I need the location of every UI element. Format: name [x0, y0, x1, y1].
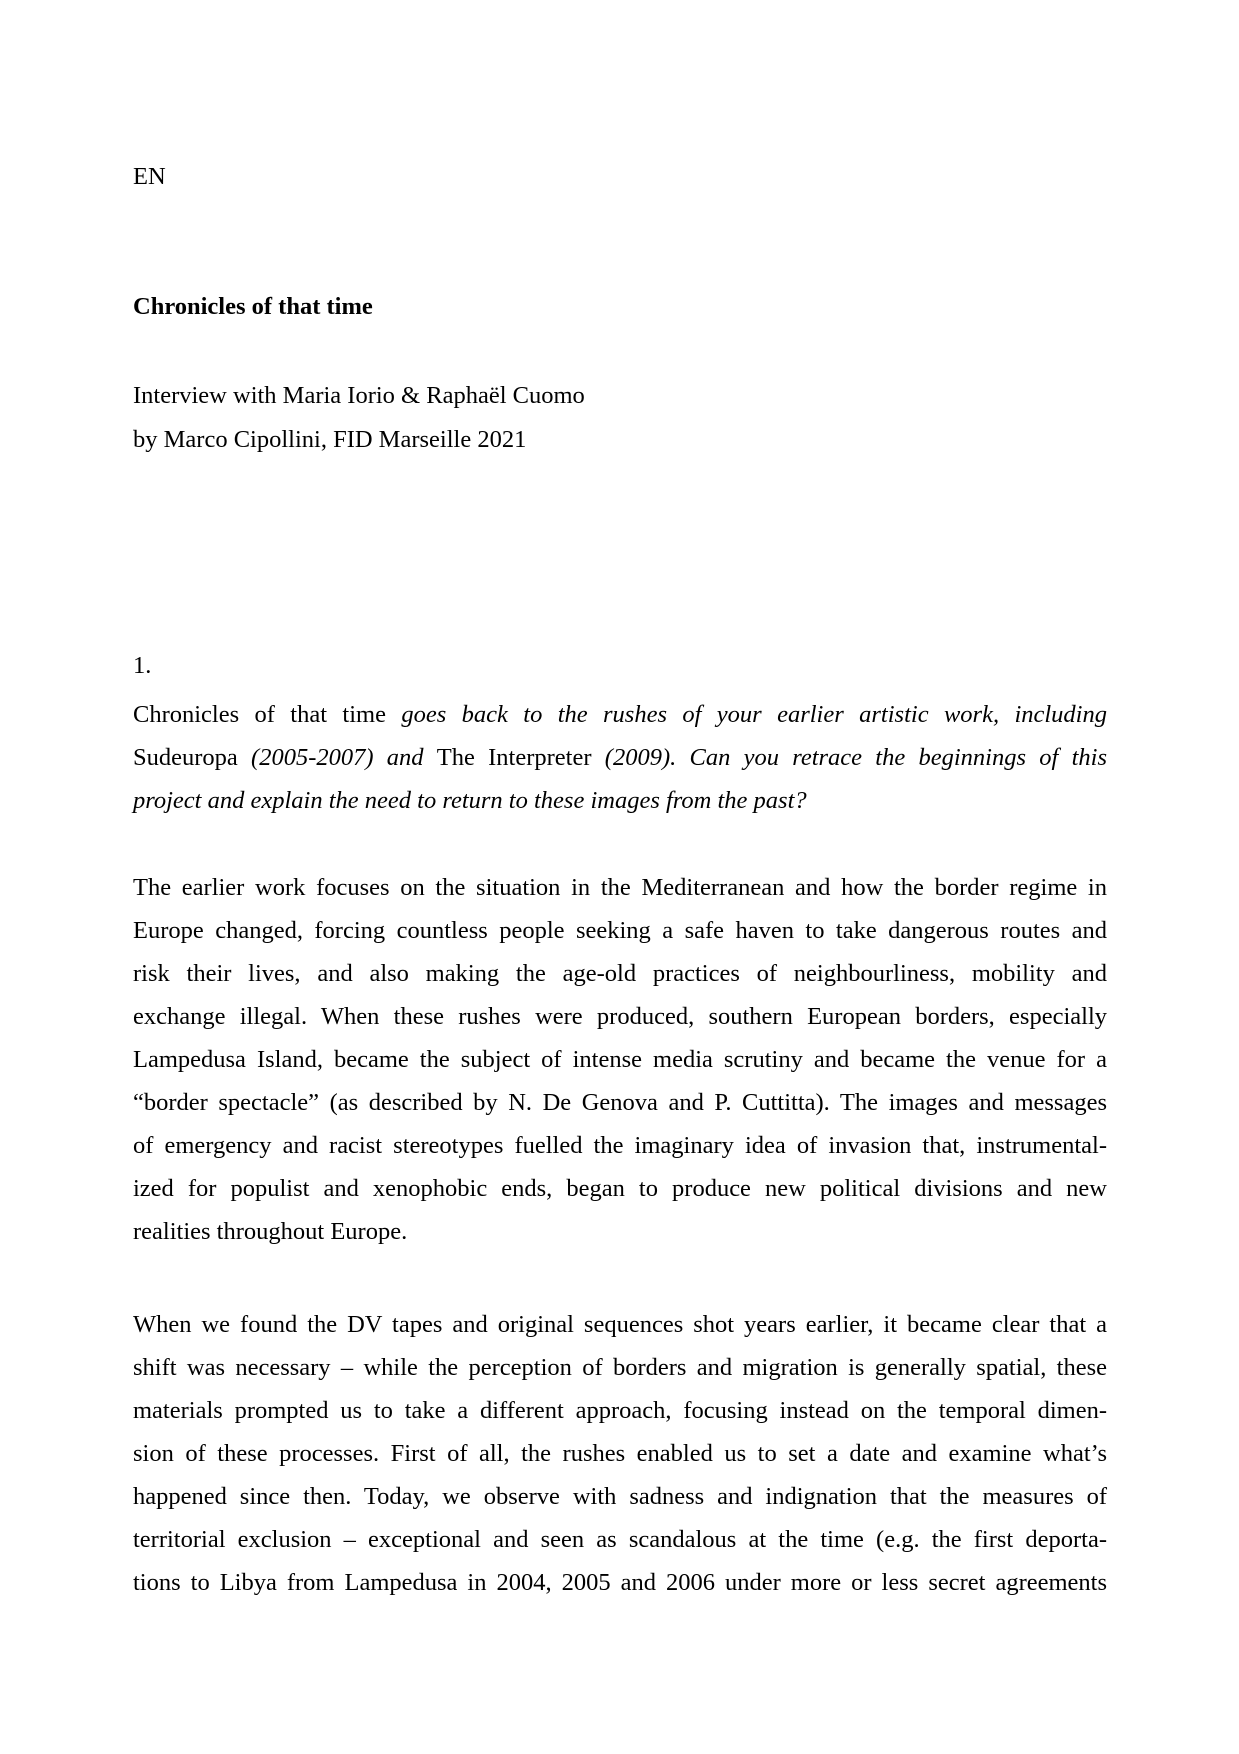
- paragraph-line: exchange illegal. When these rushes were produced, southern European borders, especially: [133, 1003, 1107, 1030]
- answer-paragraph-1: [133, 866, 1107, 1253]
- paragraph-line: The earlier work focuses on the situation in the Mediterranean and how the border regime in: [133, 874, 1107, 901]
- paragraph-line: “border spectacle” (as described by N. De Genova and P. Cuttitta). The images and messages: [133, 1089, 1107, 1116]
- paragraph-line: materials prompted us to take a different approach, focusing instead on the temporal dimen-: [133, 1397, 1107, 1424]
- question-line: [133, 779, 1107, 822]
- work-title-text: The Interpreter: [436, 744, 605, 771]
- answer-paragraph-2: [133, 1303, 1107, 1604]
- language-label: EN: [133, 163, 166, 190]
- interview-byline: Interview with Maria Iorio & Raphaël Cuomo: [133, 382, 585, 409]
- paragraph-line: tions to Libya from Lampedusa in 2004, 2005 and 2006 under more or less secret agreements: [133, 1569, 1107, 1596]
- paragraph-line: of emergency and racist stereotypes fuelled the imaginary idea of invasion that, instrumental-: [133, 1132, 1107, 1159]
- question-italic-text: (2005-2007) and: [251, 744, 437, 771]
- paragraph-line: territorial exclusion – exceptional and seen as scandalous at the time (e.g. the first deporta-: [133, 1526, 1107, 1553]
- work-title-text: Sudeuropa: [133, 744, 252, 771]
- question-line: [133, 736, 1107, 779]
- paragraph-line: shift was necessary – while the perception of borders and migration is generally spatial, these: [133, 1354, 1107, 1381]
- paragraph-line: realities throughout Europe.: [133, 1218, 408, 1245]
- paragraph-line: Lampedusa Island, became the subject of intense media scrutiny and became the venue for a: [133, 1046, 1107, 1073]
- paragraph-line: When we found the DV tapes and original sequences shot years earlier, it became clear that a: [133, 1311, 1107, 1338]
- document-title: Chronicles of that time: [133, 293, 373, 320]
- question-italic-text: goes back to the rushes of your earlier artistic work, including: [401, 701, 1107, 728]
- question-italic-text: (2009). Can you retrace the beginnings of this: [604, 744, 1107, 771]
- question-number: 1.: [133, 652, 152, 679]
- paragraph-line: sion of these processes. First of all, the rushes enabled us to set a date and examine what’s: [133, 1440, 1107, 1467]
- paragraph-line: Europe changed, forcing countless people seeking a safe haven to take dangerous routes and: [133, 917, 1107, 944]
- question-line: [133, 693, 1107, 736]
- interviewer-credit: by Marco Cipollini, FID Marseille 2021: [133, 426, 527, 453]
- byline-block: [133, 374, 1107, 462]
- paragraph-line: risk their lives, and also making the age-old practices of neighbourliness, mobility and: [133, 960, 1107, 987]
- interview-question: [133, 693, 1107, 822]
- paragraph-line: happened since then. Today, we observe with sadness and indignation that the measures of: [133, 1483, 1107, 1510]
- paragraph-line: ized for populist and xenophobic ends, began to produce new political divisions and new: [133, 1175, 1107, 1202]
- question-italic-text: project and explain the need to return to these images from the past?: [133, 787, 807, 814]
- work-title-text: Chronicles of that time: [133, 701, 402, 728]
